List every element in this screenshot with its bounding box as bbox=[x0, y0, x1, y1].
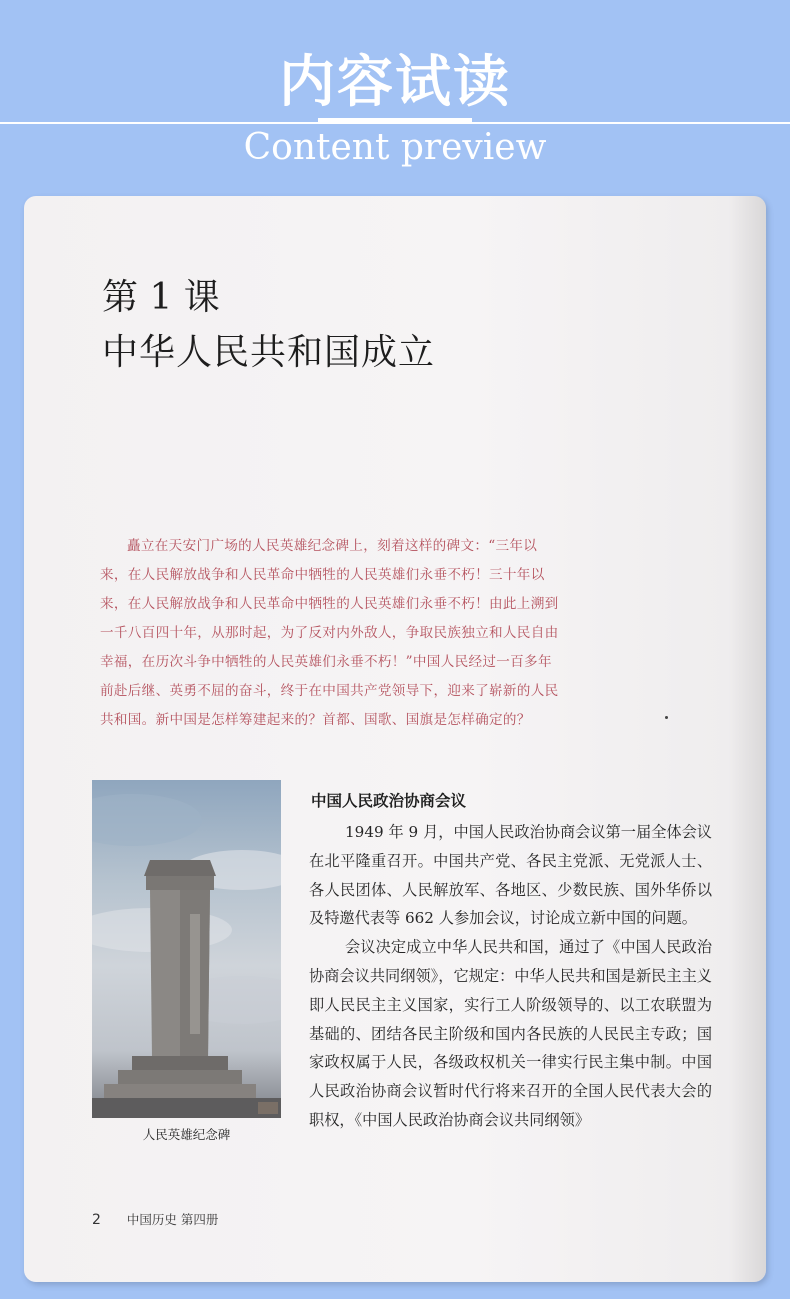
section-body bbox=[309, 818, 712, 1135]
book-page bbox=[24, 196, 766, 1282]
lesson-number: 第 1 课 bbox=[102, 277, 220, 318]
monument-illustration bbox=[92, 780, 281, 1118]
header-subtitle: Content preview bbox=[243, 127, 547, 168]
body-paragraph-2: 会议决定成立中华人民共和国，通过了《中国人民政治协商会议共同纲领》，它规定：中华人民共和国是新民主主义即人民民主主义国家，实行工人阶级领导的、以工农联盟为基础的、团结各民主阶级和国内各民族的人民民主专政；国家政权属于人民，各级政权机关一律实行民主集中制。中国人民政治协商会议暂时代行将来召开的全国人民代表大会的职权，《中国人民政治协商会议共同纲领》 bbox=[309, 938, 712, 1129]
print-speck bbox=[665, 716, 668, 719]
page-number: 2 bbox=[92, 1212, 101, 1228]
header-title: 内容试读 bbox=[279, 50, 511, 115]
body-paragraph-1: 1949 年 9 月，中国人民政治协商会议第一届全体会议在北平隆重召开。中国共产党、各民主党派、无党派人士、各人民团体、人民解放军、各地区、少数民族、国外华侨以及特邀代表等 662 人参加会议，讨论成立新中国的问题。 bbox=[309, 823, 712, 928]
intro-paragraph: 矗立在天安门广场的人民英雄纪念碑上，刻着这样的碑文：“三年以来，在人民解放战争和人民革命中牺牲的人民英雄们永垂不朽！三十年以来，在人民解放战争和人民革命中牺牲的人民英雄们永垂不朽！由此上溯到一千八百四十年，从那时起，为了反对内外敌人，争取民族独立和人民自由幸福，在历次斗争中牺牲的人民英雄们永垂不朽！”中国人民经过一百多年前赴后继、英勇不屈的奋斗，终于在中国共产党领导下，迎来了崭新的人民共和国。新中国是怎样筹建起来的？首都、国歌、国旗是怎样确定的？ bbox=[100, 538, 559, 728]
lesson-title: 中华人民共和国成立 bbox=[102, 332, 436, 373]
page-footer bbox=[92, 1210, 218, 1230]
book-title: 中国历史 第四册 bbox=[126, 1212, 219, 1227]
photo-caption: 人民英雄纪念碑 bbox=[142, 1127, 231, 1142]
section-heading: 中国人民政治协商会议 bbox=[311, 792, 467, 810]
monument-photo bbox=[92, 780, 281, 1118]
header-divider-accent bbox=[318, 118, 472, 124]
